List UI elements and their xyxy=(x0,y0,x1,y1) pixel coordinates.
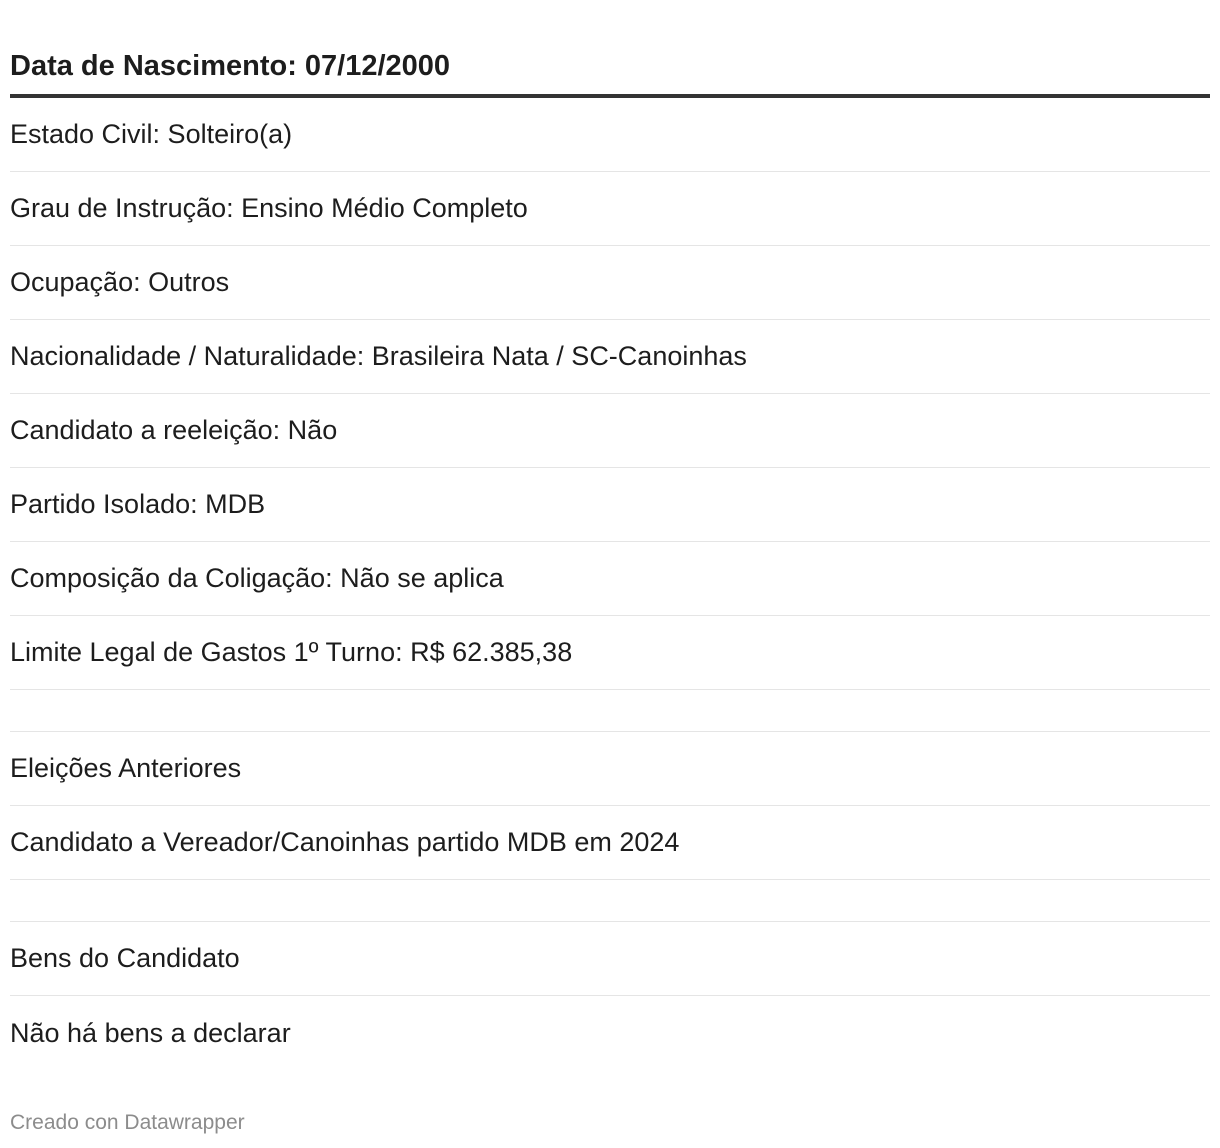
table-row-empty xyxy=(10,880,1210,922)
table-row-empty xyxy=(10,690,1210,732)
row-assets-heading: Bens do Candidato xyxy=(10,943,240,973)
table-row xyxy=(10,98,1210,172)
table-row xyxy=(10,542,1210,616)
row-marital-status: Estado Civil: Solteiro(a) xyxy=(10,119,293,149)
row-previous-elections-heading: Eleições Anteriores xyxy=(10,753,242,783)
row-occupation: Ocupação: Outros xyxy=(10,267,230,297)
table-row xyxy=(10,996,1210,1070)
row-spending-limit: Limite Legal de Gastos 1º Turno: R$ 62.385,38 xyxy=(10,637,573,667)
table-row xyxy=(10,732,1210,806)
table-row xyxy=(10,806,1210,880)
row-education: Grau de Instrução: Ensino Médio Completo xyxy=(10,193,528,223)
footer-credit: Creado con Datawrapper xyxy=(10,1111,245,1134)
table-row xyxy=(10,616,1210,690)
row-previous-election: Candidato a Vereador/Canoinhas partido MDB em 2024 xyxy=(10,827,680,857)
table-row xyxy=(10,394,1210,468)
row-assets: Não há bens a declarar xyxy=(10,1017,291,1048)
header-birth-date: Data de Nascimento: 07/12/2000 xyxy=(10,49,451,82)
row-nationality: Nacionalidade / Naturalidade: Brasileira Nata / SC-Canoinhas xyxy=(10,341,747,371)
table-header xyxy=(10,36,1210,98)
row-reelection: Candidato a reeleição: Não xyxy=(10,415,338,445)
table-row xyxy=(10,320,1210,394)
row-party: Partido Isolado: MDB xyxy=(10,489,266,519)
data-table xyxy=(10,36,1210,1070)
table-row xyxy=(10,246,1210,320)
table-row xyxy=(10,172,1210,246)
table-row xyxy=(10,922,1210,996)
table-row xyxy=(10,468,1210,542)
row-coalition: Composição da Coligação: Não se aplica xyxy=(10,563,504,593)
